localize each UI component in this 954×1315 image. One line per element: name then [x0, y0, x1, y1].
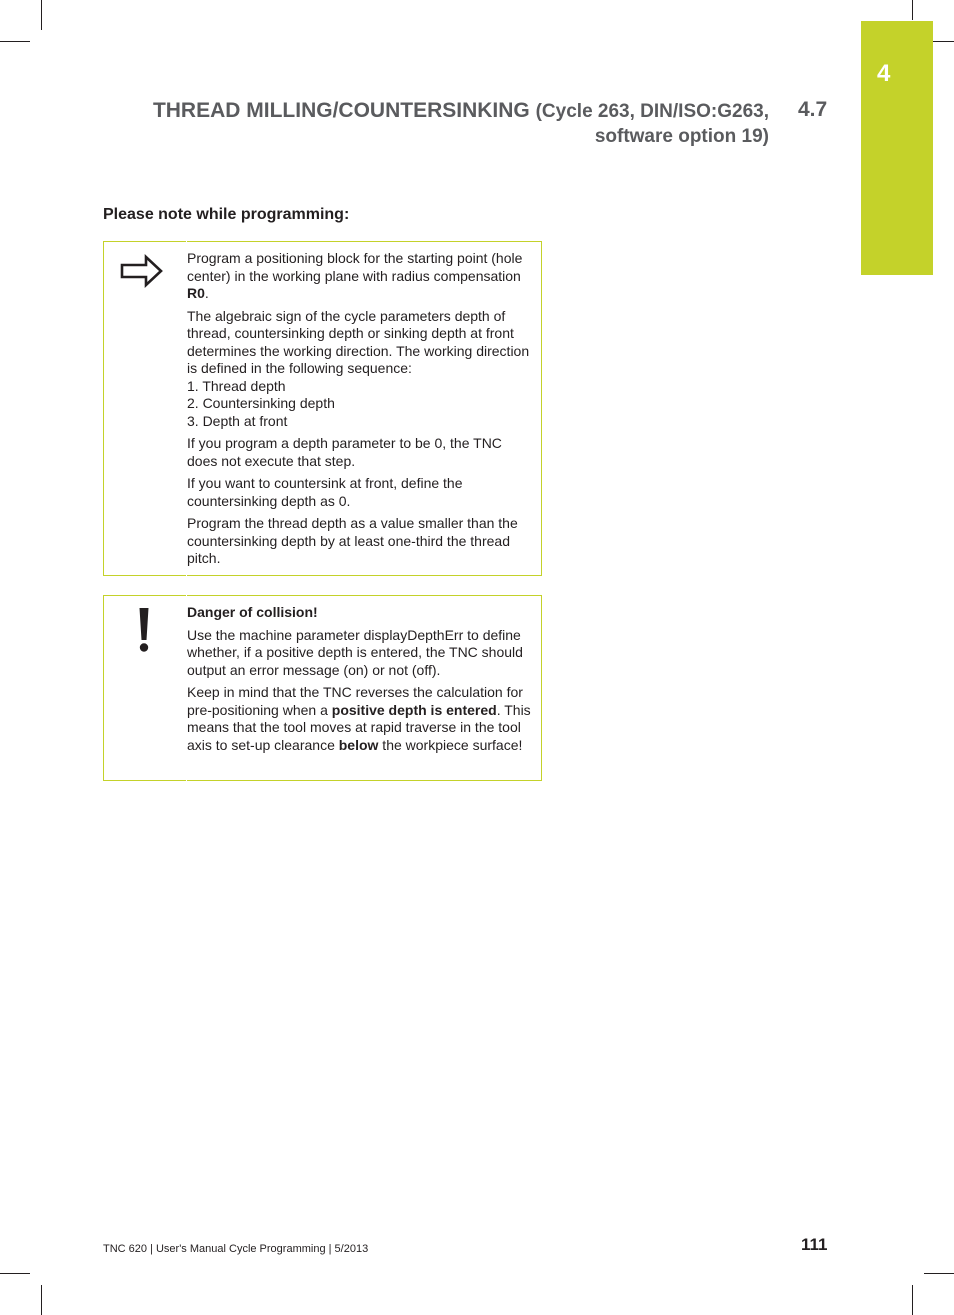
warning-heading [187, 604, 531, 622]
header-title-cycle: (Cycle 263, DIN/ISO:G263, [535, 101, 769, 122]
section-number: 4.7 [798, 98, 828, 121]
note-paragraph: If you want to countersink at front, define the countersinking depth as 0. [187, 475, 463, 509]
crop-mark [41, 0, 42, 30]
crop-mark [0, 41, 30, 42]
warning-paragraph: Use the machine parameter displayDepthErr to define whether, if a positive depth is entered, the TNC should output an error message (on) or not (off). [187, 626, 523, 678]
note-paragraph: If you program a depth parameter to be 0, the TNC does not execute that step. [187, 435, 502, 469]
note-p1-bold: R0 [187, 285, 205, 301]
crop-mark [924, 1273, 954, 1274]
sequence-item: 1. Thread depth [187, 377, 286, 394]
exclamation-icon [136, 607, 152, 653]
warning-p2-bold2: below [338, 736, 379, 753]
warning-heading-text: Danger of collision! [187, 604, 318, 620]
crop-mark [912, 1285, 913, 1315]
warning-paragraph [187, 684, 531, 754]
crop-mark [912, 0, 913, 20]
section-subheading: Please note while programming: [103, 206, 350, 223]
note-paragraph [187, 308, 531, 431]
page-number: 111 [801, 1235, 828, 1254]
chapter-tab [861, 21, 933, 275]
sequence-item: 3. Depth at front [187, 412, 288, 429]
footer-text: TNC 620 | User's Manual Cycle Programming | 5/2013 [103, 1243, 369, 1255]
note-box-text [187, 250, 531, 573]
chapter-number: 4 [877, 60, 891, 87]
sequence-item: 2. Countersinking depth [187, 395, 335, 411]
header-title-main: THREAD MILLING/COUNTERSINKING [152, 99, 530, 122]
warning-p2-b: . This means that the tool moves at rapid traverse in the tool axis to set-up clearance [187, 701, 531, 753]
arrow-right-icon [119, 253, 165, 289]
note-box [103, 241, 542, 576]
crop-mark [0, 1273, 30, 1274]
note-paragraph [187, 250, 531, 303]
warning-p2-a: Keep in mind that the TNC reverses the calculation for pre-positioning when a [187, 684, 523, 718]
page-header-title [153, 98, 769, 149]
warning-box-text [187, 604, 531, 759]
note-p1-text: Program a positioning block for the starting point (hole center) in the working plane with radius compensation [187, 250, 523, 284]
note-paragraph: Program the thread depth as a value smaller than the countersinking depth by at least one-third the thread pitch. [187, 515, 518, 566]
note-p1-end: . [204, 285, 209, 301]
warning-p2-bold1: positive depth is entered [331, 701, 497, 718]
warning-box [103, 595, 542, 781]
warning-p2-c: the workpiece surface! [378, 736, 523, 753]
header-title-option: software option 19) [594, 126, 769, 147]
crop-mark [41, 1285, 42, 1315]
note-p2-text: The algebraic sign of the cycle parameters depth of thread, countersinking depth or sinking depth at front determines the working direction. The working direction is defined in the following sequence: [187, 307, 530, 376]
